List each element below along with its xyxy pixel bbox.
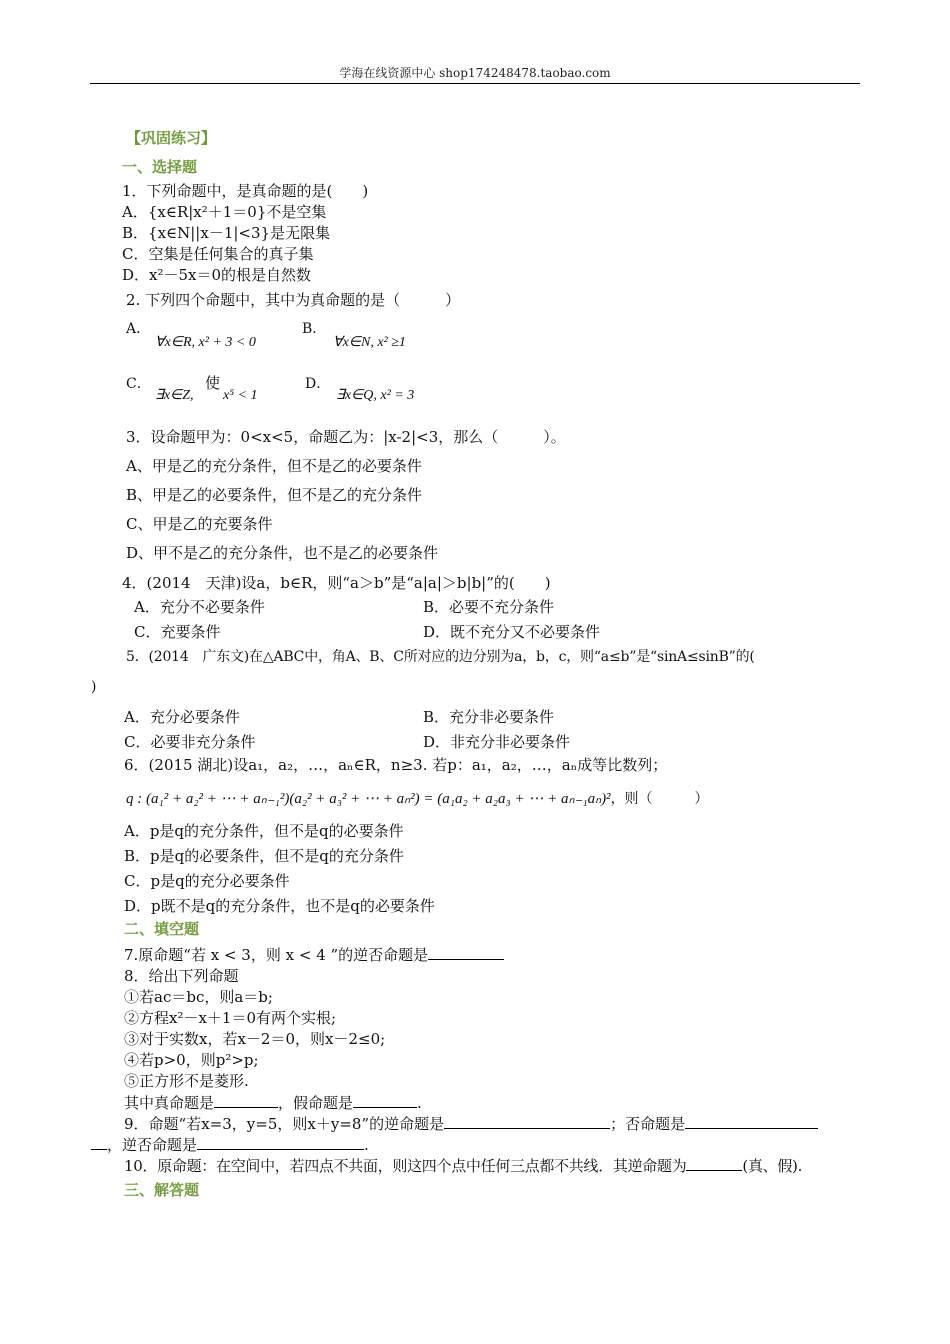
- q2-option-d-label: D．: [305, 376, 331, 392]
- q6-formula-line: [126, 789, 709, 808]
- section-answer: 三、解答题: [124, 1181, 200, 1199]
- q10-line: [124, 1156, 802, 1175]
- q8-item-2: ②方程x²－x＋1＝0有两个实根;: [124, 1009, 337, 1027]
- q2-option-d-expr: ∃x∈Q, x² = 3: [336, 388, 415, 403]
- q6-option-a: A．p是q的充分条件，但不是q的必要条件: [124, 822, 404, 840]
- exercise-title: 【巩固练习】: [126, 129, 217, 147]
- q2-option-c-pre: ∃x∈Z,: [155, 388, 194, 403]
- q9-contrapositive-label: ，逆否命题是: [107, 1136, 198, 1154]
- q6-option-d: D．p既不是q的充分条件，也不是q的必要条件: [124, 897, 435, 915]
- q5-option-d: D．非充分非必要条件: [423, 733, 571, 751]
- q4-option-d: D．既不充分又不必要条件: [423, 623, 601, 641]
- q6-formula-tail: ，则（ ）: [610, 791, 709, 807]
- q4-option-a: A．充分不必要条件: [134, 598, 265, 616]
- q6-formula: q : (a₁² + a₂² + ⋯ + aₙ₋₁²)(a₂² + a₃² + ⋯ + aₙ²) = (a₁a₂ + a₂a₃ + ⋯ + aₙ₋₁aₙ)²: [126, 791, 611, 807]
- section-choice: 一、选择题: [122, 158, 198, 176]
- q4-option-c: C．充要条件: [134, 623, 221, 641]
- q10-text: 10．原命题：在空间中，若四点不共面，则这四个点中任何三点都不共线．其逆命题为: [124, 1157, 687, 1175]
- q1-stem: 1．下列命题中，是真命题的是( ): [122, 182, 369, 200]
- header-rule: [90, 83, 860, 84]
- q8-stem: 8．给出下列命题: [124, 967, 239, 985]
- q2-option-c-post: x⁵ < 1: [223, 388, 258, 403]
- q2-stem: 2. 下列四个命题中，其中为真命题的是（ ）: [126, 291, 461, 309]
- q6-option-c: C．p是q的充分必要条件: [124, 872, 290, 890]
- q4-stem: 4．(2014 天津)设a，b∈R，则“a＞b”是“a|a|＞b|b|”的( ): [122, 574, 551, 592]
- q5-option-a: A．充分必要条件: [124, 708, 240, 726]
- q9-converse-label: 9．命题“若x=3，y=5，则x＋y=8”的逆命题是: [124, 1115, 445, 1133]
- q7-text: 7.原命题“若 x < 3，则 x < 4 ”的逆否命题是: [124, 946, 429, 964]
- q1-option-a: A．{x∈R|x²＋1＝0}不是空集: [122, 203, 327, 221]
- q9-inverse-blank: [685, 1114, 818, 1129]
- q5-option-b: B．充分非必要条件: [423, 708, 555, 726]
- q10-end: (真、假).: [742, 1157, 803, 1175]
- page-header: 学海在线资源中心 shop174248478.taobao.com: [339, 66, 611, 80]
- q3-stem: 3．设命题甲为：0<x<5，命题乙为：|x-2|<3，那么（ ）。: [126, 428, 566, 446]
- q9-line-2: [91, 1135, 369, 1154]
- q10-blank: [686, 1156, 742, 1171]
- q9-contrapositive-blank: [197, 1135, 364, 1150]
- q9-converse-blank: [444, 1114, 610, 1129]
- q3-option-a: A、甲是乙的充分条件，但不是乙的必要条件: [126, 457, 422, 475]
- q9-inverse-label: ；否命题是: [610, 1115, 686, 1133]
- q7-line: [124, 945, 504, 964]
- q6-stem: 6．(2015 湖北)设a₁，a₂，…，aₙ∈R，n≥3. 若p：a₁，a₂，…，aₙ成等比数列；: [124, 756, 668, 774]
- q2-option-b-label: B．: [302, 321, 327, 337]
- q3-option-d: D、甲不是乙的充分条件，也不是乙的必要条件: [126, 544, 439, 562]
- q8-item-1: ①若ac＝bc，则a＝b;: [124, 988, 273, 1006]
- q8-item-5: ⑤正方形不是菱形.: [124, 1072, 249, 1090]
- q3-option-b: B、甲是乙的必要条件，但不是乙的充分条件: [126, 486, 423, 504]
- q2-option-c-mid: 使: [205, 374, 221, 392]
- q2-option-a-expr: ∀x∈R, x² + 3 < 0: [155, 335, 256, 350]
- q3-option-c: C、甲是乙的充要条件: [126, 515, 273, 533]
- q9-line-1: [124, 1114, 818, 1133]
- q2-option-c-label: C．: [126, 376, 151, 392]
- section-fill: 二、填空题: [124, 920, 200, 938]
- q2-option-b-expr: ∀x∈N, x² ≥1: [333, 335, 406, 350]
- q8-false-label: ，假命题是: [278, 1094, 354, 1112]
- q8-item-4: ④若p>0，则p²>p;: [124, 1051, 259, 1069]
- q5-stem: 5．(2014 广东文)在△ABC中，角A、B、C所对应的边分别为a，b，c，则“a≤b”是“sinA≤sinB”的(: [126, 649, 755, 665]
- q4-option-b: B．必要不充分条件: [423, 598, 555, 616]
- q8-true-label: 其中真命题是: [124, 1094, 215, 1112]
- q9-inverse-blank-cont: [91, 1135, 107, 1150]
- q8-end: .: [417, 1094, 422, 1112]
- q5-option-c: C．必要非充分条件: [124, 733, 256, 751]
- q8-true-blank: [214, 1093, 278, 1108]
- q5-stem-end: ): [91, 679, 97, 695]
- q7-answer-blank: [428, 945, 504, 960]
- q9-end: .: [364, 1136, 369, 1154]
- q6-option-b: B．p是q的必要条件，但不是q的充分条件: [124, 847, 404, 865]
- q8-answer-line: [124, 1093, 422, 1112]
- q1-option-b: B．{x∈N||x－1|<3}是无限集: [122, 224, 331, 242]
- q1-option-d: D．x²－5x＝0的根是自然数: [122, 266, 312, 284]
- q8-false-blank: [353, 1093, 417, 1108]
- q8-item-3: ③对于实数x，若x－2＝0，则x－2≤0;: [124, 1030, 386, 1048]
- q2-option-a-label: A．: [126, 321, 151, 337]
- q1-option-c: C．空集是任何集合的真子集: [122, 245, 314, 263]
